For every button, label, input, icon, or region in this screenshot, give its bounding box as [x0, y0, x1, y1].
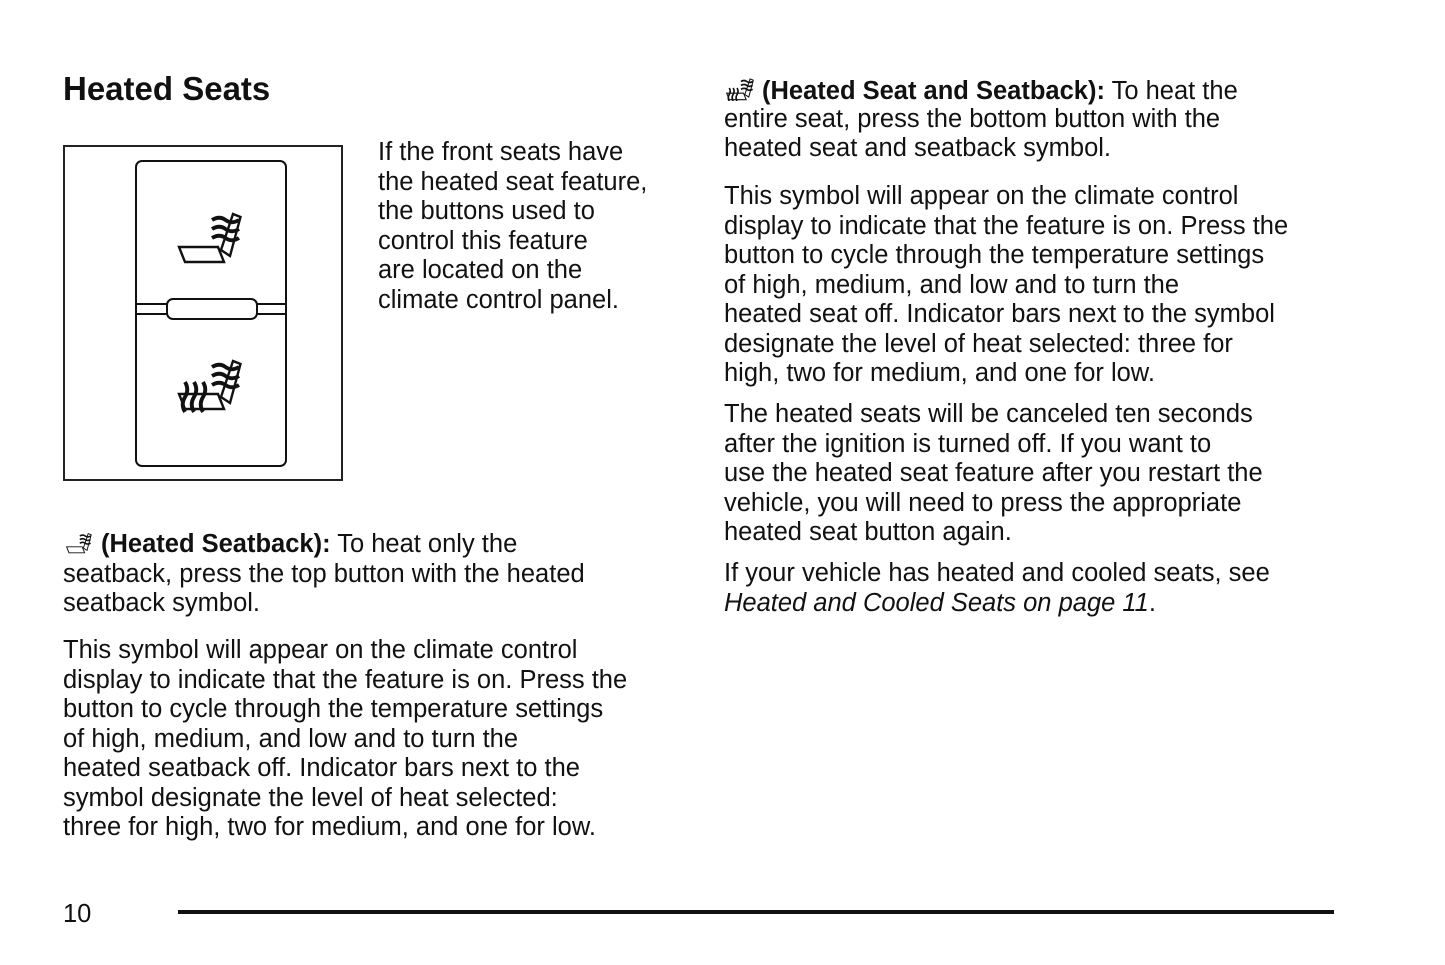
page-title: Heated Seats — [63, 70, 271, 107]
cross-reference-link[interactable]: Heated and Cooled Seats on page 11 — [724, 588, 1149, 617]
heated-seatback-icon — [63, 530, 93, 554]
heated-seat-and-seatback-section: (Heated Seat and Seatback): To heat the entire seat, press the bottom button with the heated seat and seatback symbol. — [724, 77, 1238, 162]
heated-seatback-section: (Heated Seatback): To heat only the seatback, press the top button with the heated seatback symbol. — [63, 530, 585, 617]
climate-control-buttons-figure — [63, 145, 343, 481]
intro-text: If the front seats have the heated seat feature, the buttons used to control this feature are located on the climate control panel. — [378, 138, 648, 314]
heated-seatback-icon — [179, 214, 241, 262]
heated-seat-description: This symbol will appear on the climate control display to indicate that the feature is on. Press the button to cycle through the temperature settings of high, medium, and low and to turn the heated seat off. Indicator bars next to the symbol designate the level of heat selected: three for high, two for medium, and one for low. — [724, 182, 1289, 387]
page-number: 10 — [63, 900, 92, 928]
heated-seatback-description: This symbol will appear on the climate control display to indicate that the feature is on. Press the button to cycle through the temperature settings of high, medium, and low and to turn the heated seatback off. Indicator bars next to the symbol designate the level of heat selected: three for high, two for medium, and one for low. — [63, 636, 628, 841]
heated-seat-and-seatback-icon — [724, 75, 754, 101]
heated-seat-and-seatback-icon — [179, 361, 241, 412]
cancel-description: The heated seats will be canceled ten seconds after the ignition is turned off. If you want to use the heated seat feature after you restart the vehicle, you will need to press the appropriate heated seat button again. — [724, 400, 1263, 546]
cooled-seats-reference: If your vehicle has heated and cooled seats, see Heated and Cooled Seats on page 11. — [724, 559, 1270, 617]
footer-rule — [178, 910, 1334, 914]
